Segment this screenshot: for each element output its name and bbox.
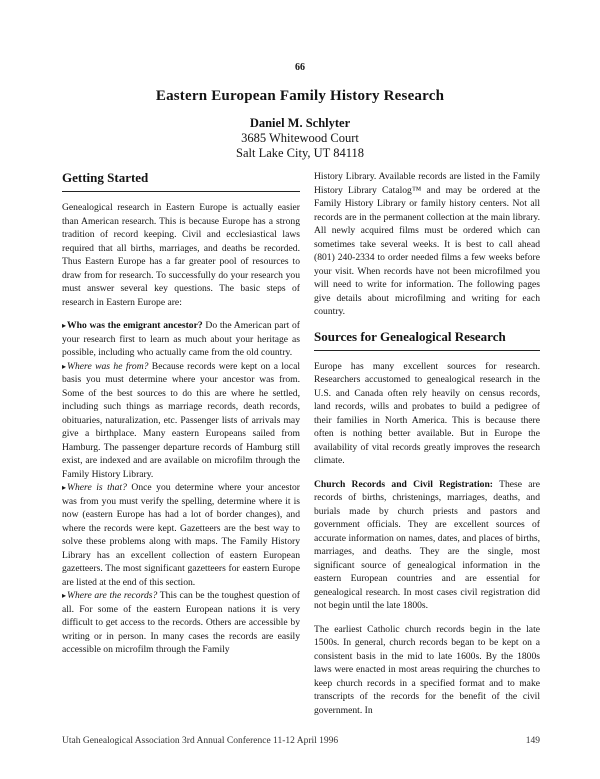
bullet-lead: Who was the emigrant ancestor?: [67, 320, 203, 331]
author-name: Daniel M. Schlyter: [249, 116, 351, 130]
church-records-paragraph: [314, 478, 540, 613]
research-steps-list: [62, 319, 300, 657]
bullet-text: Because records were kept on a local basis you must determine where your ancestor was from. Some of the best sources to do this are where he settled, including such things as marriage records, death records, obituaries, naturalization, etc. Passenger lists of arrivals may give a birthplace. Many eastern Europeans sailed from Hamburg. The passenger departure records of Hamburg still exist, are indexed and are available on microfilm through the Family History Library.: [62, 360, 300, 480]
list-item: [62, 589, 300, 657]
catholic-records-paragraph: The earliest Catholic church records begin in the late 1500s. In general, church records began to be kept on a consistent basis in the mid to late 1600s. By the 1800s laws were enacted in most areas requiring the churches to keep church records in a specified format and to make transcripts of the records for the benefit of the civil government. In: [314, 623, 540, 716]
list-item: [62, 360, 300, 482]
list-item: [62, 481, 300, 589]
section-heading-sources: Sources for Genealogical Research: [314, 328, 506, 344]
sources-paragraph: Europe has many excellent sources for research. Researchers accustomed to genealogical research in the U.S. and Canada often rely heavily on census records, land records, wills and probates to build a pedigree of their families in North America. This is because there often is nothing better available. But in Europe the availability of vital records greatly improves the research climate.: [314, 360, 540, 466]
left-column: [62, 170, 300, 657]
church-records-lead: Church Records and Civil Registration:: [314, 478, 493, 490]
author-address-line1: 3685 Whitewood Court: [241, 131, 359, 145]
triangle-bullet-icon: ▸: [62, 483, 67, 492]
list-item: [62, 319, 300, 360]
author-block: [0, 116, 600, 161]
church-records-text: These are records of births, christenings, marriages, deaths, and burials made by church priests and pastors and government officials. They are excellent sources of accurate information on names, dates, and places of births, marriages, and deaths. They are the single, most significant source of genealogical information in the eastern European countries and are essential for genealogical research. In most cases civil registration did not begin until the late 1800s.: [314, 478, 540, 611]
intro-paragraph: Genealogical research in Eastern Europe is actually easier than American research. This is because Europe has a strong tradition of record keeping. Civil and ecclesiastical laws required that all births, marriages, and deaths be recorded. Thus Eastern Europe has a far greater pool of resources to draw from for research. To successfully do your research you must answer several key questions. The basic steps of research in Eastern Europe are:: [62, 202, 300, 308]
footer-conference: Utah Genealogical Association 3rd Annual Conference 11-12 April 1996: [62, 736, 339, 746]
page-number: 66: [295, 62, 305, 73]
right-column: [314, 170, 540, 727]
bullet-text: This can be the toughest question of all. For some of the eastern European nations it is very difficult to get access to the records. Others are accessible by writing or in person. In many cases the records are easily accessible on microfilm through the Family: [62, 590, 300, 655]
bullet-text: Do the American part of your research first to learn as much about your heritage as possible, including who actually came from the old country.: [62, 320, 301, 358]
triangle-bullet-icon: ▸: [62, 321, 67, 330]
page-title: Eastern European Family History Research: [155, 88, 445, 104]
footer-page-number: 149: [525, 736, 540, 746]
bullet-lead: Where is that?: [67, 482, 127, 493]
author-address-line2: Salt Lake City, UT 84118: [236, 146, 364, 160]
continuation-paragraph: History Library. Available records are listed in the Family History Library Catalog™ and may be ordered at the Family History Library or family history centers. Not all records are in the permanent collection at the main library. All newly acquired films must be ordered which can sometimes take several weeks. It is best to call ahead (801) 240-2334 to order needed films a few weeks before your visit. When records have not been microfilmed you will need to write for information. The following pages give details about microfilming and writing for each country.: [314, 171, 540, 317]
heading-rule: [314, 350, 540, 351]
heading-rule: [62, 191, 300, 192]
section-heading-getting-started: Getting Started: [62, 170, 149, 185]
bullet-text: Once you determine where your ancestor was from you must verify the spelling, determine where it is now (eastern Europe has had a lot of border changes), and where the records were kept. Gazetteers are the best way to solve these problems along with maps. The Family History Library has an excellent collection of eastern European gazetteers. The most significant gazetteers for eastern Europe are listed at the end of this section.: [62, 482, 300, 588]
bullet-lead: Where was he from?: [67, 360, 149, 372]
bullet-lead: Where are the records?: [67, 590, 158, 601]
triangle-bullet-icon: ▸: [62, 591, 67, 600]
triangle-bullet-icon: ▸: [62, 361, 67, 371]
